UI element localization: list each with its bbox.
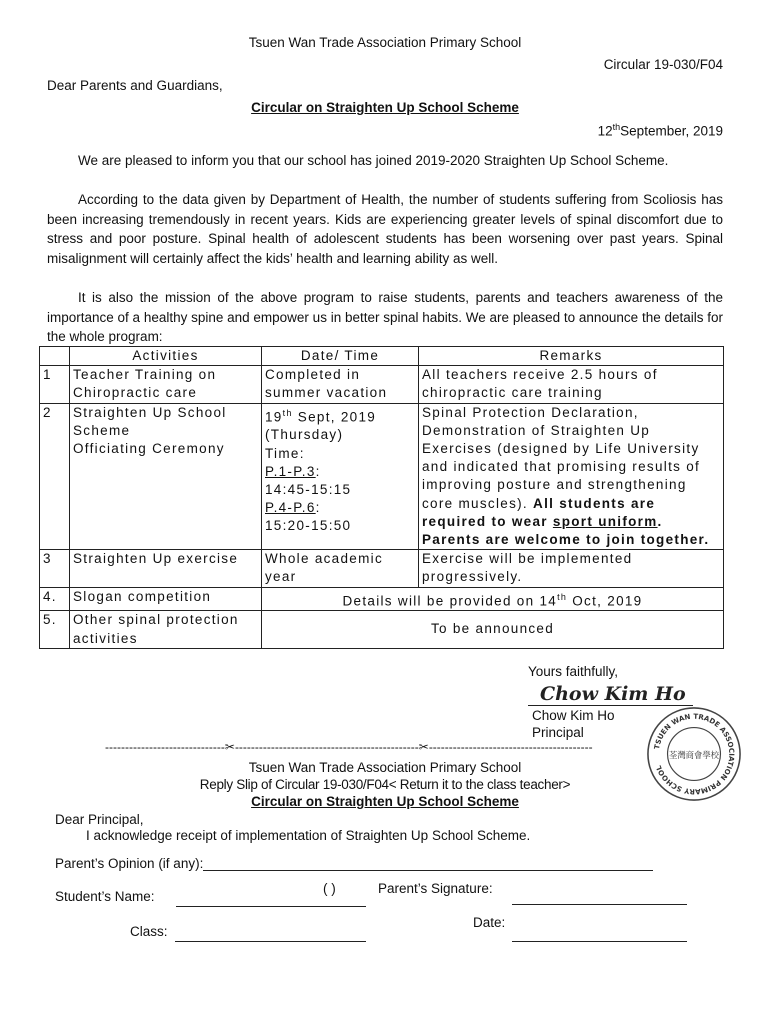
svg-text:荃灣商會學校: 荃灣商會學校 (669, 749, 719, 760)
header-date: Date/ Time (262, 347, 419, 366)
p1-p3-time: 14:45-15:15 (265, 481, 352, 497)
opinion-input[interactable] (203, 856, 653, 871)
remarks-cell: All teachers receive 2.5 hours of chiropractic care training (419, 366, 724, 403)
student-name-label: Student’s Name: (55, 889, 155, 904)
svg-text:TSUEN WAN TRADE ASSOCIATION PR: TSUEN WAN TRADE ASSOCIATION PRIMARY SCHOOL (652, 711, 737, 797)
row-number: 4. (40, 587, 70, 611)
class-input[interactable] (175, 925, 366, 942)
reply-slip-title: Reply Slip of Circular 19-030/F04< Return it to the class teacher> (199, 777, 571, 792)
time-label: Time: (265, 445, 305, 461)
paragraph-3: It is also the mission of the above program to raise students, parents and teachers awareness of the importance of a healthy spine and empower us in better spinal habits. We are pleased to announce the details for the whole program: (47, 290, 723, 344)
table-header-row (40, 347, 724, 366)
remarks-cell: Exercise will be implemented progressively. (419, 550, 724, 587)
p4-p6-time: 15:20-15:50 (265, 518, 352, 534)
row-number: 5. (40, 611, 70, 648)
greeting: Dear Parents and Guardians, (47, 78, 223, 93)
date-cell: Whole academic year (262, 550, 419, 587)
header-remarks: Remarks (419, 347, 724, 366)
activity-cell: Other spinal protection activities (70, 611, 262, 648)
date-cell (262, 403, 419, 550)
parent-signature-label: Parent’s Signature: (378, 881, 493, 896)
circular-number: Circular 19-030/F04 (603, 57, 723, 72)
paragraph-2: According to the data given by Department of Health, the number of students suffering from Scoliosis has been increasing tremendously in recent years. Kids are experiencing greater levels of spinal discomfort due to stress and poor posture. Spinal health of adolescent students has been worsening over past years. Spinal misalignment will certainly affect the kids’ health and learning ability as well. (47, 192, 723, 266)
ceremony-weekday: (Thursday) (265, 427, 344, 443)
reply-school-name: Tsuen Wan Trade Association Primary School (248, 760, 522, 775)
table-row (40, 366, 724, 403)
date-input[interactable] (512, 925, 687, 942)
reply-greeting: Dear Principal, (55, 812, 144, 827)
principal-title: Principal (532, 725, 584, 740)
table-row (40, 611, 724, 648)
details-cell: To be announced (262, 611, 724, 648)
cut-line: ------------------------------✂----------------------------------------------✂----------------------------------------- (105, 740, 593, 754)
closing: Yours faithfully, (528, 664, 619, 679)
table-row (40, 403, 724, 550)
activity-line: Officiating Ceremony (73, 441, 225, 457)
p4-p6-session: P.4-P.6: (265, 500, 321, 516)
ceremony-date: 19th Sept, 2019 (265, 407, 377, 425)
row-number: 2 (40, 403, 70, 550)
table-row (40, 550, 724, 587)
header-activities: Activities (70, 347, 262, 366)
row-number: 1 (40, 366, 70, 403)
activity-cell: Slogan competition (70, 587, 262, 611)
header-no (40, 347, 70, 366)
table-row (40, 587, 724, 611)
class-number-paren: ( ) (323, 881, 336, 896)
principal-name: Chow Kim Ho (532, 708, 615, 723)
parent-opinion: Parent’s Opinion (if any): (55, 856, 653, 871)
class-label: Class: (130, 924, 168, 939)
circular-date: 12thSeptember, 2019 (597, 122, 723, 139)
activity-cell (70, 403, 262, 550)
student-name-input[interactable] (176, 890, 366, 907)
activity-line: Straighten Up School Scheme (73, 404, 227, 438)
circular-title: Circular on Straighten Up School Scheme (251, 100, 519, 115)
row-number: 3 (40, 550, 70, 587)
remarks-cell: Spinal Protection Declaration, Demonstration of Straighten Up Exercises (designed by Life University and indicated that promising results of improving posture and strengthening core muscles). All students are required to wear sport uniform. Parents are welcome to join together. (419, 403, 724, 550)
date-cell: Completed in summer vacation (262, 366, 419, 403)
parent-signature-input[interactable] (512, 888, 687, 905)
principal-signature: Chow Kim Ho (528, 683, 693, 706)
activity-cell: Teacher Training on Chiropractic care (70, 366, 262, 403)
school-name: Tsuen Wan Trade Association Primary School (248, 35, 522, 50)
details-cell: Details will be provided on 14th Oct, 2019 (262, 587, 724, 611)
paragraph-1: We are pleased to inform you that our school has joined 2019-2020 Straighten Up School Scheme. (78, 153, 669, 168)
acknowledgement: I acknowledge receipt of implementation of Straighten Up School Scheme. (86, 828, 531, 843)
reply-circular-title: Circular on Straighten Up School Scheme (251, 794, 519, 809)
date-label: Date: (473, 915, 506, 930)
activity-cell: Straighten Up exercise (70, 550, 262, 587)
p1-p3-session: P.1-P.3: (265, 463, 321, 479)
program-table (39, 346, 724, 649)
